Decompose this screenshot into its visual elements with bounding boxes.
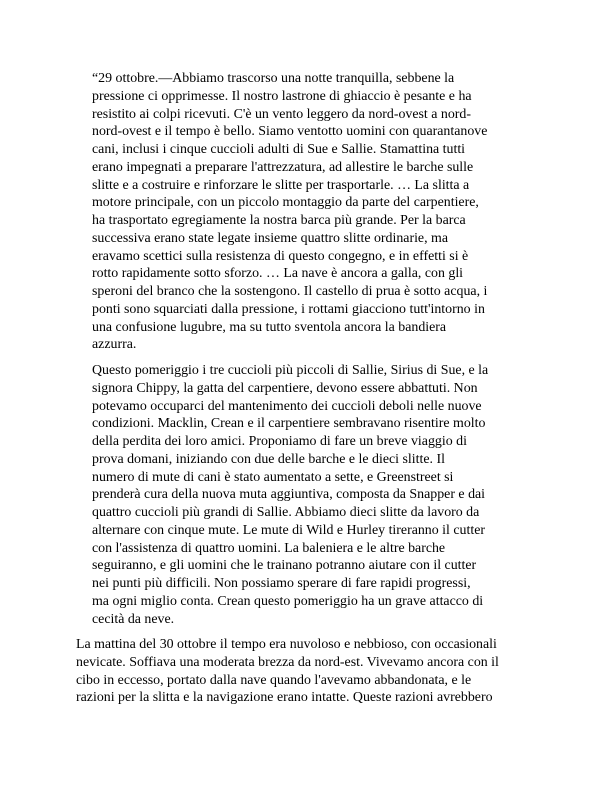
text-line: speroni del branco che la sostengono. Il castello di prua è sotto acqua, i bbox=[92, 284, 488, 299]
text-line: “29 ottobre.—Abbiamo trascorso una notte tranquilla, sebbene la bbox=[92, 71, 455, 86]
text-line: quattro cuccioli più grandi di Sallie. Abbiamo dieci slitte da lavoro da bbox=[92, 505, 480, 520]
text-line: numero di mute di cani è stato aumentato a sette, e Greenstreet si bbox=[92, 469, 454, 485]
text-line: La mattina del 30 ottobre il tempo era nuvoloso e nebbioso, con occasionali bbox=[76, 637, 497, 652]
text-line: rotto rapidamente sotto sforzo. … La nave è ancora a galla, con gli bbox=[92, 266, 464, 282]
text-line: resistito ai colpi ricevuti. C'è un vento leggero da nord-ovest a nord- bbox=[92, 106, 471, 122]
text-line: ma ogni miglio conta. Crean questo pomeriggio ha un grave attacco di bbox=[92, 593, 484, 609]
text-line: Questo pomeriggio i tre cuccioli più piccoli di Sallie, Sirius di Sue, e la bbox=[92, 363, 489, 378]
text-line: cani, inclusi i cinque cuccioli adulti di Sue e Sallie. Stamattina tutti bbox=[92, 142, 466, 157]
text-line: ponti sono squarciati dalla pressione, i rottami giacciono tutt'intorno in bbox=[92, 301, 485, 317]
text-line: alternare con cinque mute. Le mute di Wild e Hurley tireranno il cutter bbox=[92, 522, 485, 538]
text-line: pressione ci opprimesse. Il nostro lastrone di ghiaccio è pesante e ha bbox=[92, 88, 472, 104]
text-line: ha trasportato egregiamente la nostra barca più grande. Per la barca bbox=[92, 213, 466, 228]
text-line: eravamo scettici sulla resistenza di questo congegno, e in effetti si è bbox=[92, 248, 469, 264]
text-line: della perdita dei loro amici. Proponiamo di fare un breve viaggio di bbox=[92, 434, 467, 449]
text-line: nei punti più difficili. Non possiamo sperare di fare rapidi progressi, bbox=[92, 576, 471, 591]
text-line: prova domani, iniziando con due delle barche e le dieci slitte. Il bbox=[92, 451, 445, 467]
text-line: cibo in eccesso, portato dalla nave quando l'avevamo abbandonata, e le bbox=[76, 672, 472, 688]
text-line: motore principale, con un piccolo montaggio da parte del carpentiere, bbox=[92, 195, 479, 211]
text-line: prenderà cura della nuova muta aggiuntiva, composta da Snapper e dai bbox=[92, 487, 486, 503]
text-line: successiva erano state legate insieme quattro slitte ordinarie, ma bbox=[92, 230, 449, 246]
text-line: seguiranno, e gli uomini che le trainano potranno aiutare con il cutter bbox=[92, 558, 477, 574]
text-line: slitte e a costruire e rinforzare le slitte per trasportarle. … La slitta a bbox=[92, 177, 470, 193]
text-line: con l'assistenza di quattro uomini. La baleniera e le altre barche bbox=[92, 540, 446, 556]
text-line: erano impegnati a preparare l'attrezzatura, ad allestire le barche sulle bbox=[92, 159, 474, 175]
text-line: cecità da neve. bbox=[92, 611, 175, 627]
text-line: potevamo occuparci del mantenimento dei cuccioli deboli nelle nuove bbox=[92, 398, 482, 414]
text-line: azzurra. bbox=[92, 337, 137, 353]
text-line: una confusione lugubre, ma su tutto sventola ancora la bandiera bbox=[92, 319, 447, 335]
text-line: nord-ovest e il tempo è bello. Siamo ventotto uomini con quarantanove bbox=[92, 124, 488, 140]
quote-paragraph-afternoon bbox=[92, 362, 488, 628]
text-line: razioni per la slitta e la navigazione erano intatte. Queste razioni avrebbero bbox=[76, 690, 493, 706]
text-line: signora Chippy, la gatta del carpentiere, devono essere abbattuti. Non bbox=[92, 380, 478, 396]
text-line: nevicate. Soffiava una moderata brezza da nord-est. Vivevamo ancora con il bbox=[76, 654, 499, 670]
body-paragraph-october-30 bbox=[76, 636, 499, 707]
quote-paragraph-october-29 bbox=[92, 70, 487, 354]
text-line: condizioni. Macklin, Crean e il carpentiere sembravano risentire molto bbox=[92, 416, 486, 432]
